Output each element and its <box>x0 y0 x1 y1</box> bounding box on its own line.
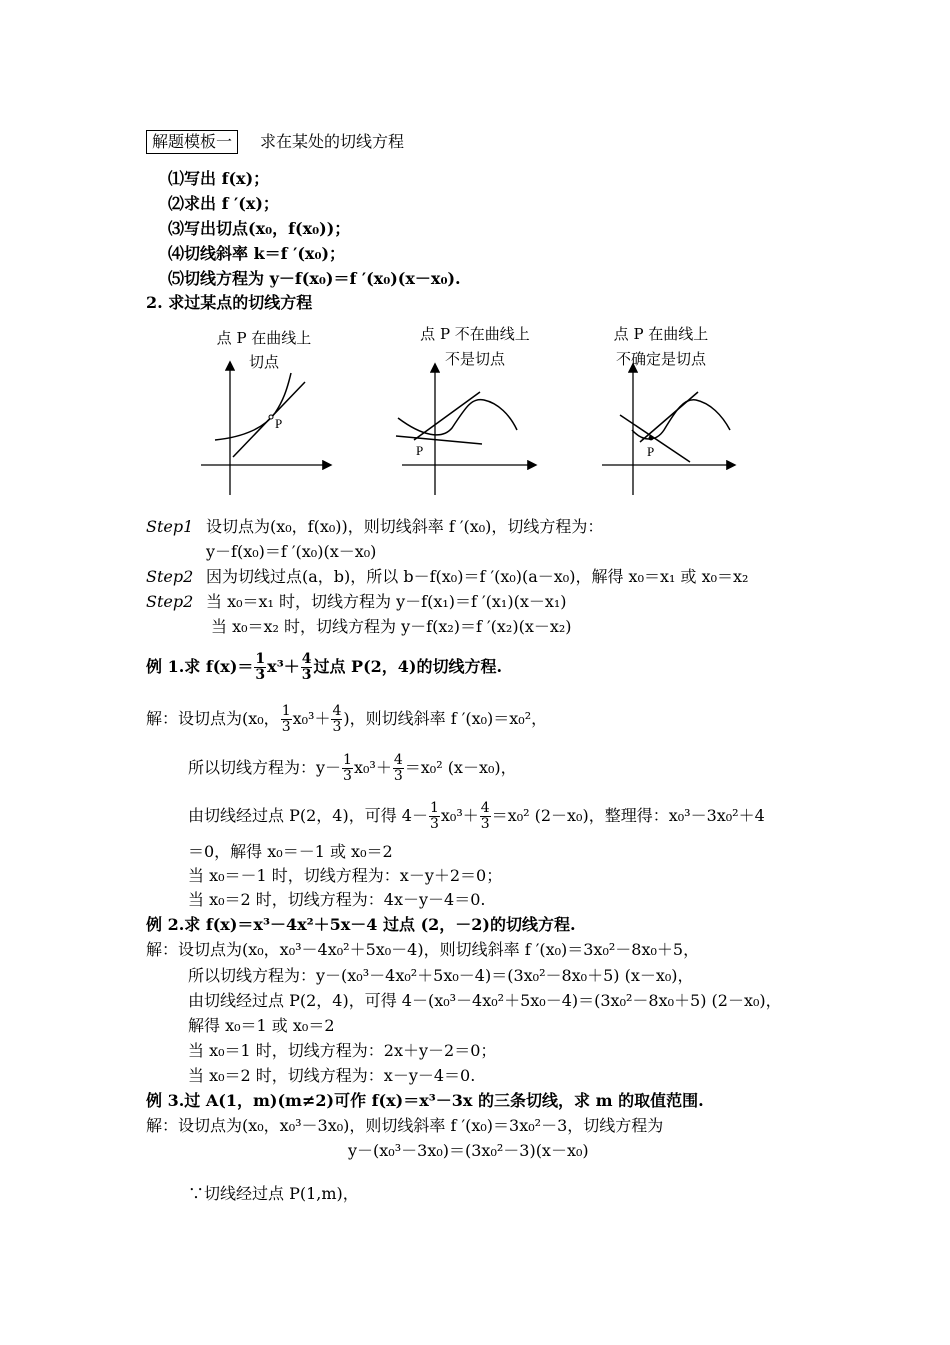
method-step1-label: Step1 <box>146 517 194 536</box>
example1-s3-fraction-2 <box>480 801 491 832</box>
method-step2 <box>146 567 748 587</box>
figure3-point <box>649 436 654 441</box>
figure1-caption2: 切点 <box>248 353 279 371</box>
figure1-point-label: P <box>275 416 283 431</box>
example1-q-part1: 例 1.求 f(x)＝ <box>146 657 254 676</box>
example1-s3-part2: x₀³＋ <box>440 806 479 825</box>
fraction-numerator: 4 <box>301 651 312 667</box>
figure2-point-off-curve <box>392 360 542 500</box>
method-step2-label: Step2 <box>146 567 194 586</box>
figure3-caption2: 不确定是切点 <box>615 350 706 368</box>
template-title: 求在某处的切线方程 <box>260 132 405 151</box>
figure3-tangent-line-1 <box>620 415 690 462</box>
example2-solution-line1: 解：设切点为(x₀，x₀³－4x₀²＋5x₀－4)，则切线斜率 f ′(x₀)＝3x₀²－8x₀＋5， <box>146 940 700 959</box>
method-step3-case2: 当 x₀＝x₂ 时，切线方程为 y－f(x₂)＝f ′(x₂)(x－x₂) <box>211 617 572 636</box>
figure1-tangent-at-point <box>195 355 340 500</box>
fraction-numerator: 1 <box>281 703 291 719</box>
example1-solution-line2 <box>188 753 517 784</box>
example1-solution-line5: 当 x₀＝－1 时，切线方程为：x－y＋2＝0； <box>188 866 503 885</box>
example1-q-fraction-1 <box>254 652 266 683</box>
example1-s2-fraction-2 <box>393 753 404 784</box>
example3-solution-line2: y－(x₀³－3x₀)＝(3x₀²－3)(x－x₀) <box>348 1141 589 1160</box>
step-3: ⑶写出切点(x₀，f(x₀))； <box>168 219 351 238</box>
figure2-caption2: 不是切点 <box>444 350 505 368</box>
example1-s2-part2: x₀³＋ <box>353 758 392 777</box>
example1-s3-part1: 由切线经过点 P(2，4)，可得 4－ <box>188 806 428 825</box>
example1-q-part3: 过点 P(2，4)的切线方程. <box>313 657 503 676</box>
example1-solution-line6: 当 x₀＝2 时，切线方程为：4x－y－4＝0. <box>188 890 486 909</box>
figure3-point-label: P <box>647 444 655 459</box>
fraction-denominator: 3 <box>429 816 439 832</box>
example3-question: 例 3.过 A(1，m)(m≠2)可作 f(x)＝x³－3x 的三条切线，求 m 的取值范围. <box>146 1091 704 1110</box>
method-step3-label: Step2 <box>146 592 194 611</box>
method-step1-equation: y－f(x₀)＝f ′(x₀)(x－x₀) <box>206 542 377 561</box>
step-5: ⑸切线方程为 y－f(x₀)＝f ′(x₀)(x－x₀). <box>168 269 461 288</box>
step-1: ⑴写出 f(x)； <box>168 169 270 188</box>
step-4: ⑷切线斜率 k＝f ′(x₀)； <box>168 244 346 263</box>
fraction-denominator: 3 <box>255 667 266 683</box>
figure1-point <box>269 415 273 419</box>
fraction-numerator: 4 <box>332 703 342 719</box>
method-step1-text: 设切点为(x₀，f(x₀))，则切线斜率 f ′(x₀)，切线方程为： <box>206 517 604 536</box>
figure2-tangent-line-1 <box>396 436 482 444</box>
fraction-denominator: 3 <box>393 768 403 784</box>
example1-solution-line4: ＝0，解得 x₀＝－1 或 x₀＝2 <box>188 842 393 861</box>
example1-s2-part3: ＝x₀² (x－x₀)， <box>404 758 517 777</box>
fraction-denominator: 3 <box>281 719 291 735</box>
step-2: ⑵求出 f ′(x)； <box>168 194 279 213</box>
example1-solution-line1 <box>146 704 547 735</box>
fraction-denominator: 3 <box>301 667 312 683</box>
fraction-denominator: 3 <box>332 719 342 735</box>
example2-solution-line5: 当 x₀＝1 时，切线方程为：2x＋y－2＝0； <box>188 1041 497 1060</box>
fraction-denominator: 3 <box>343 768 352 784</box>
section2-title: 2. 求过某点的切线方程 <box>146 293 313 312</box>
method-step3-text: 当 x₀＝x₁ 时，切线方程为 y－f(x₁)＝f ′(x₁)(x－x₁) <box>206 592 567 611</box>
example1-q-fraction-2 <box>301 652 313 683</box>
figure2-point-label: P <box>416 443 424 458</box>
example1-question <box>146 652 502 683</box>
fraction-numerator: 1 <box>343 752 352 768</box>
example1-s1-part1: 解：设切点为(x₀， <box>146 709 280 728</box>
fraction-numerator: 4 <box>480 800 490 816</box>
method-step3 <box>146 592 567 612</box>
figure1-caption1: 点 P 在曲线上 <box>216 329 312 347</box>
example2-solution-line2: 所以切线方程为：y－(x₀³－4x₀²＋5x₀－4)＝(3x₀²－8x₀＋5) (x－x₀)， <box>188 966 694 985</box>
example3-solution-line1: 解：设切点为(x₀，x₀³－3x₀)，则切线斜率 f ′(x₀)＝3x₀²－3，切线方程为 <box>146 1116 664 1135</box>
fraction-denominator: 3 <box>480 816 490 832</box>
example1-q-part2: x³＋ <box>267 657 300 676</box>
figure2-caption1: 点 P 不在曲线上 <box>420 325 530 343</box>
example1-s3-part3: ＝x₀² (2－x₀)，整理得：x₀³－3x₀²＋4 <box>491 806 765 825</box>
example2-question: 例 2.求 f(x)＝x³－4x²＋5x－4 过点 (2，－2)的切线方程. <box>146 915 576 934</box>
example1-solution-line3 <box>188 801 765 832</box>
method-step1 <box>146 517 603 537</box>
fraction-numerator: 1 <box>429 800 439 816</box>
template-box-label: 解题模板一 <box>146 130 238 154</box>
figure3-tangent-line-2 <box>640 392 698 442</box>
example1-s2-fraction-1 <box>342 753 353 784</box>
fraction-numerator: 1 <box>255 651 266 667</box>
fraction-numerator: 4 <box>393 752 403 768</box>
example1-s1-fraction-1 <box>281 704 292 735</box>
example1-s1-part2: x₀³＋ <box>292 709 331 728</box>
example3-solution-line3: ∵切线经过点 P(1,m)， <box>188 1184 359 1203</box>
template-heading <box>146 130 404 154</box>
method-step2-text: 因为切线过点(a，b)，所以 b－f(x₀)＝f ′(x₀)(a－x₀)，解得 x₀＝x₁ 或 x₀＝x₂ <box>206 567 749 586</box>
figure3-point-on-curve-uncertain <box>598 360 743 500</box>
figure1-tangent-line <box>233 382 305 457</box>
example1-s1-part3: )，则切线斜率 f ′(x₀)＝x₀²， <box>343 709 548 728</box>
example2-solution-line4: 解得 x₀＝1 或 x₀＝2 <box>188 1016 335 1035</box>
example1-s2-part1: 所以切线方程为：y－ <box>188 758 342 777</box>
example2-solution-line6: 当 x₀＝2 时，切线方程为：x－y－4＝0. <box>188 1066 476 1085</box>
example1-s3-fraction-1 <box>429 801 440 832</box>
figure2-curve <box>398 400 517 435</box>
example1-s1-fraction-2 <box>331 704 342 735</box>
figure3-caption1: 点 P 在曲线上 <box>613 325 709 343</box>
example2-solution-line3: 由切线经过点 P(2，4)，可得 4－(x₀³－4x₀²＋5x₀－4)＝(3x₀²－8x₀＋5) (2－x₀)， <box>188 991 782 1010</box>
